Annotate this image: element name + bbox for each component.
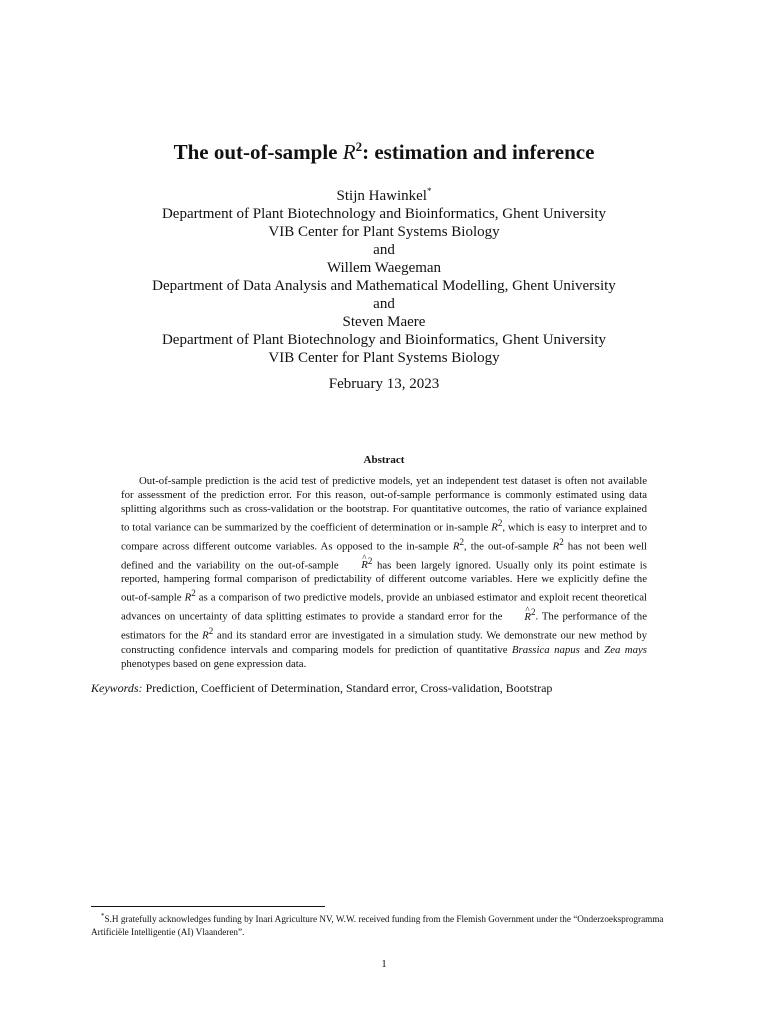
abstract-body: Out-of-sample prediction is the acid test of predictive models, yet an independent test dataset is often not available for assessment of the prediction error. For this reason, out-of-sample performance is commonly estimated using data splitting algorithms such as cross-validation or the bootstrap. For quantitative outcomes, the ratio of variance explained to total variance can be summarized by the coefficient of determination or in-sample $R^2$, which is easy to interpret and to compare across different outcome variables. As opposed to the in-sample $R^2$, the out-of-sample $R^2$ has not been well defined and the variability on the out-of-sample ^ $R^2$ has been largely ignored. Usually only its point estimate is reported, hampering formal comparison of predictability of different outcome variables. Here we explicitly define the out-of-sample $R^2$ as a comparison of two predictive models, provide an unbiased estimator and exploit recent theoretical advances on uncertainty of data splitting estimates to provide a standard error for the ^ $R^2$. The performance of the estimators for the $R^2$ and its standard error are investigated in a simulation study. We demonstrate our new method by constructing confidence intervals and comparing models for prediction of quantitative Brassica napus and Zea mays phenotypes based on gene expression data. [121, 474, 647, 671]
affiliation-line: Department of Plant Biotechnology and Bioinformatics, Ghent University [161, 332, 607, 348]
title-text-suffix: : estimation and inference [362, 140, 595, 164]
keywords-label: Keywords: [91, 681, 143, 695]
footnote-rule [91, 906, 325, 907]
affiliation-line: Department of Data Analysis and Mathematical Modelling, Ghent University [152, 278, 616, 294]
species-name: Brassica napus [511, 643, 580, 656]
footnote [91, 910, 681, 938]
abstract-heading: Abstract [363, 454, 405, 466]
affiliation-line: VIB Center for Plant Systems Biology [268, 224, 500, 240]
author-block [0, 182, 768, 367]
footnote-text: S.H gratefully acknowledges funding by Inari Agriculture NV, W.W. received funding from the Flemish Government under the “Onderzoeksprogramma Artificiële Intelligentie (AI) Vlaanderen”. [91, 914, 664, 937]
footnote-mark: * [101, 912, 105, 920]
affiliation-line: VIB Center for Plant Systems Biology [268, 350, 500, 366]
keywords-text: Prediction, Coefficient of Determination, Standard error, Cross-validation, Bootstrap [142, 681, 553, 695]
page-number: 1 [381, 958, 387, 970]
keywords-line [91, 681, 691, 696]
and-separator: and [373, 242, 395, 258]
title-superscript: 2 [355, 139, 363, 154]
author-footnote-mark: * [426, 186, 432, 196]
author-line: Steven Maere [342, 314, 426, 330]
title-text-prefix: The out-of-sample [173, 140, 343, 164]
publication-date: February 13, 2023 [328, 376, 440, 392]
author-line: Willem Waegeman [326, 260, 442, 276]
affiliation-line: Department of Plant Biotechnology and Bioinformatics, Ghent University [161, 206, 607, 222]
author-line: Stijn Hawinkel* [336, 186, 432, 204]
species-name: Zea mays [604, 643, 647, 656]
paper-title [0, 139, 768, 165]
title-r-symbol: R [342, 140, 356, 164]
and-separator: and [373, 296, 395, 312]
